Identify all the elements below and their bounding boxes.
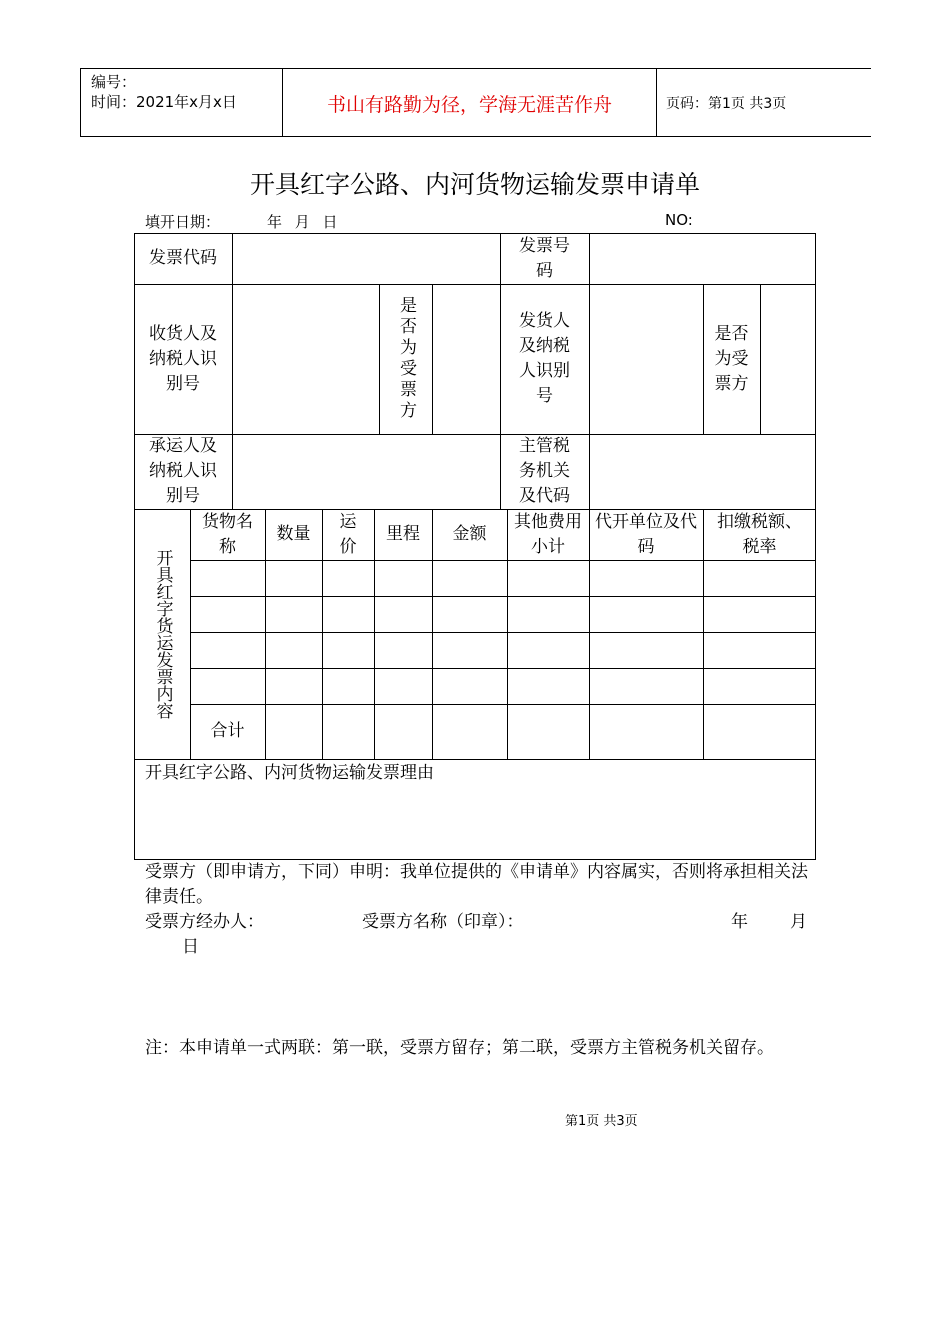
row-divider: [190, 704, 816, 705]
invoice-code-field[interactable]: [232, 233, 500, 284]
carrier-field[interactable]: [232, 434, 500, 509]
col-header-quantity: 数量: [276, 524, 311, 544]
consignor-label: 发货人及纳税人识别号: [519, 311, 570, 406]
month-label: 月: [790, 912, 807, 932]
fill-date-ymd: 年 月 日: [267, 213, 338, 231]
col-header-freight-rate: 运价: [339, 511, 357, 557]
row-divider: [134, 759, 816, 760]
consignee-is-recipient-field[interactable]: [432, 284, 500, 434]
motto-text: 书山有路勤为径，学海无涯苦作舟: [326, 94, 612, 116]
invoice-code-label: 发票代码: [149, 248, 217, 268]
form-title: 开具红字公路、内河货物运输发票申请单: [249, 170, 700, 199]
row-divider: [190, 668, 816, 669]
reason-label: 开具红字公路、内河货物运输发票理由: [145, 763, 434, 783]
year-label: 年: [731, 912, 748, 932]
consignor-field[interactable]: [589, 284, 703, 434]
row-divider: [190, 560, 816, 561]
day-label: 日: [182, 937, 199, 957]
fill-date-label: 填开日期：: [145, 213, 221, 231]
form-number-label: NO:: [665, 211, 693, 229]
col-header-withholding-tax: 扣缴税额、税率: [717, 511, 802, 557]
consignee-field[interactable]: [232, 284, 379, 434]
carrier-label: 承运人及纳税人识别号: [149, 436, 217, 506]
footer-page-info: 第1页 共3页: [565, 1114, 638, 1129]
col-header-goods-name: 货物名称: [202, 511, 253, 557]
consignee-is-recipient-label: 是否为受票方: [396, 296, 416, 422]
total-label: 合计: [210, 721, 245, 741]
header-page-cell: [657, 69, 871, 136]
consignee-label: 收货人及纳税人识别号: [149, 323, 217, 394]
content-section-label: 开具红字货运发票内容: [152, 549, 173, 719]
form-note: 注：本申请单一式两联：第一联，受票方留存；第二联，受票方主管税务机关留存。: [145, 1038, 774, 1058]
time-label: 时间：2021年x月x日: [91, 93, 237, 111]
header-meta-cell: [81, 69, 283, 136]
consignor-is-recipient-label: 是否为受票方: [714, 323, 749, 394]
declaration-statement: 受票方（即申请方，下同）申明：我单位提供的《申请单》内容属实，否则将承担相关法律责任。: [145, 862, 808, 907]
invoice-number-label: 发票号码: [519, 235, 570, 281]
col-header-amount: 金额: [452, 524, 487, 544]
document-header: [80, 68, 871, 137]
col-header-mileage: 里程: [386, 524, 420, 544]
row-divider: [190, 596, 816, 597]
consignor-is-recipient-field[interactable]: [760, 284, 816, 434]
col-header-agent-unit: 代开单位及代码: [595, 511, 697, 557]
row-divider: [190, 632, 816, 633]
reason-field[interactable]: [136, 788, 814, 858]
handler-label: 受票方经办人：: [145, 912, 264, 932]
recipient-name-label: 受票方名称（印章）：: [362, 912, 524, 932]
tax-authority-label: 主管税务机关及代码: [519, 436, 570, 506]
code-label: 编号：: [91, 73, 137, 91]
header-page-info: 页码：第1页 共3页: [666, 96, 787, 112]
header-motto-cell: [283, 69, 657, 136]
invoice-number-field[interactable]: [589, 233, 816, 284]
tax-authority-field[interactable]: [589, 434, 816, 509]
col-header-other-fees: 其他费用小计: [514, 511, 582, 557]
